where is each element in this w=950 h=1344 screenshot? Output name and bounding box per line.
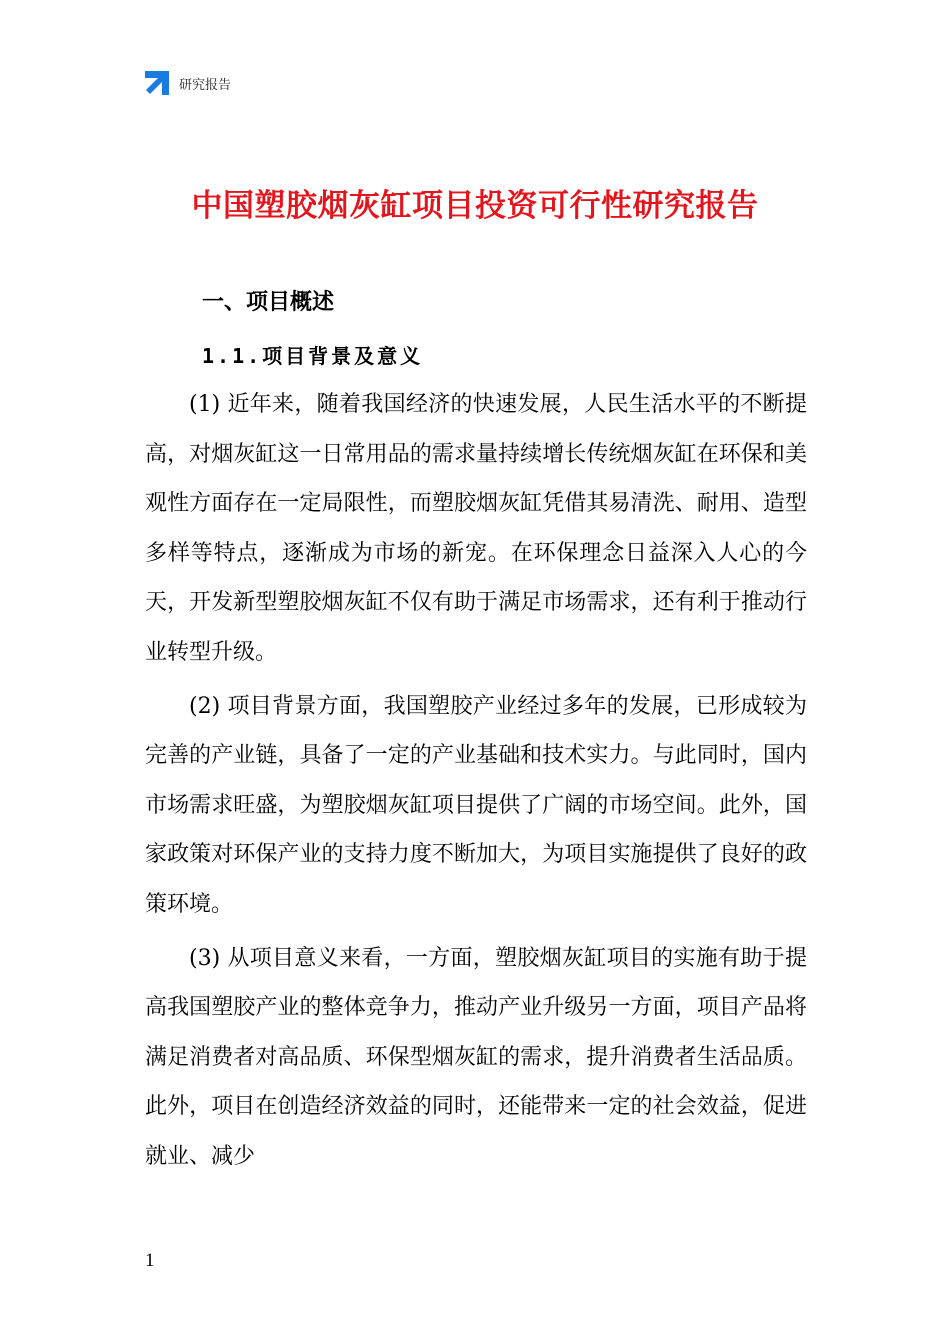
- paragraph-1: (1) 近年来，随着我国经济的快速发展，人民生活水平的不断提高，对烟灰缸这一日常用品的需求量持续增长传统烟灰缸在环保和美观性方面存在一定局限性，而塑胶烟灰缸凭借其易清洗、耐用、造型多样等特点，逐渐成为市场的新宠。在环保理念日益深入人心的今天，开发新型塑胶烟灰缸不仅有助于满足市场需求，还有利于推动行业转型升级。: [145, 392, 807, 665]
- paragraph-2: (2) 项目背景方面，我国塑胶产业经过多年的发展，已形成较为完善的产业链，具备了一定的产业基础和技术实力。与此同时，国内市场需求旺盛，为塑胶烟灰缸项目提供了广阔的市场空间。此外，国家政策对环保产业的支持力度不断加大，为项目实施提供了良好的政策环境。: [145, 693, 807, 917]
- arrow-logo-icon: [145, 71, 169, 95]
- page-number: 1: [145, 1250, 155, 1271]
- subsection-heading: 1.1.项目背景及意义: [202, 344, 424, 368]
- section-heading: 一、项目概述: [202, 290, 335, 315]
- header-label: 研究报告: [179, 77, 232, 93]
- document-body: [145, 380, 807, 1186]
- document-title: 中国塑胶烟灰缸项目投资可行性研究报告: [191, 188, 759, 224]
- paragraph-3: (3) 从项目意义来看，一方面，塑胶烟灰缸项目的实施有助于提高我国塑胶产业的整体竞争力，推动产业升级另一方面，项目产品将满足消费者对高品质、环保型烟灰缸的需求，提升消费者生活品质。此外，项目在创造经济效益的同时，还能带来一定的社会效益，促进就业、减少: [145, 945, 807, 1169]
- page-header: [145, 70, 231, 96]
